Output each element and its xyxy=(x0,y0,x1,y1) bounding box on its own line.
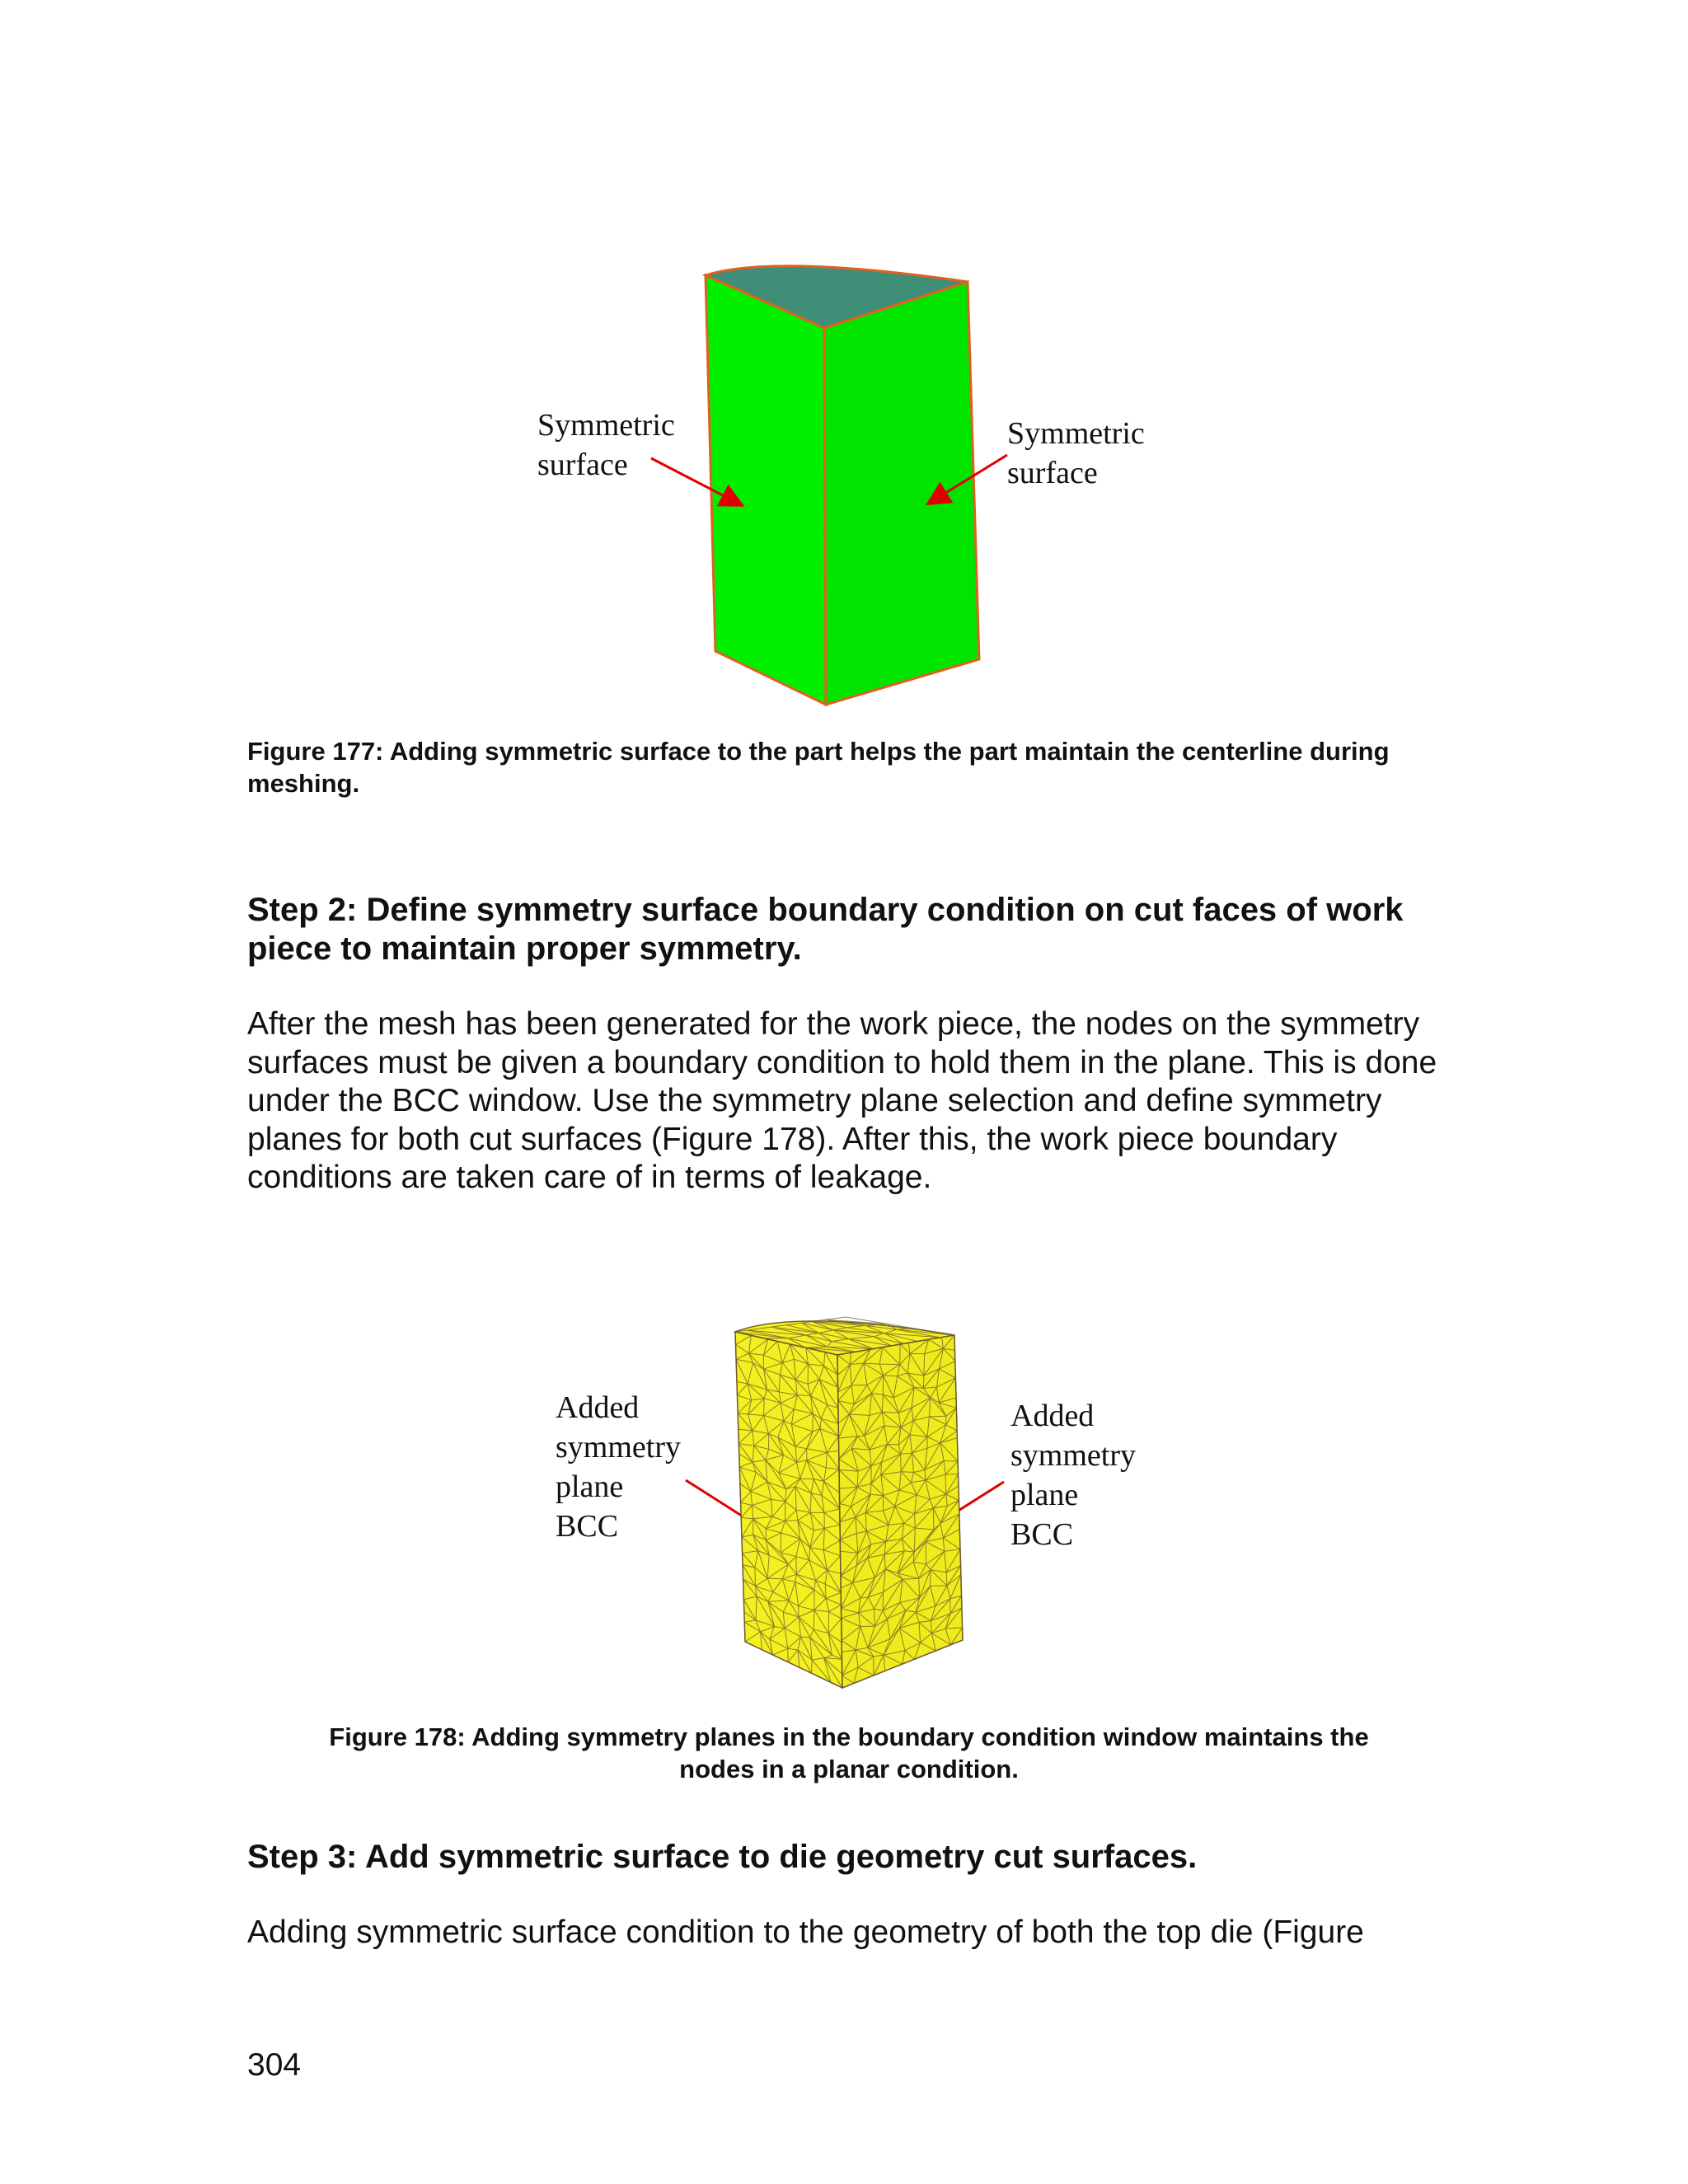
mesh-edge xyxy=(915,1514,916,1528)
mesh-edge xyxy=(958,1461,959,1474)
yellow-meshed-model xyxy=(730,1302,969,1690)
mesh-edge xyxy=(739,1467,740,1483)
mesh-edge xyxy=(801,1637,810,1638)
mesh-edge xyxy=(740,1483,741,1502)
mesh-edge xyxy=(956,1408,957,1431)
mesh-edge xyxy=(933,1508,934,1530)
mesh-edge xyxy=(961,1575,962,1596)
mesh-edge xyxy=(737,1382,738,1395)
mesh-edge xyxy=(962,1608,963,1628)
mesh-edge xyxy=(888,1444,899,1445)
mesh-edge xyxy=(930,1416,946,1417)
figure-178-caption-line2: nodes in a planar condition. xyxy=(679,1755,1019,1783)
mesh-edge xyxy=(879,1364,899,1365)
mesh-edge xyxy=(954,1335,955,1350)
mesh-edge xyxy=(796,1557,797,1575)
mesh-edge xyxy=(741,1502,742,1517)
mesh-edge xyxy=(741,1517,742,1537)
mesh-edge xyxy=(944,1461,958,1462)
mesh-edge xyxy=(736,1344,737,1359)
mesh-edge xyxy=(755,1568,756,1586)
figure-178-image xyxy=(730,1302,969,1690)
figure-177-caption: Figure 177: Adding symmetric surface to the part helps the part maintain the centerline during meshing. xyxy=(247,737,1390,798)
figure-178-label-left: Added symmetry plane BCC xyxy=(556,1390,681,1544)
figure-177-label-left: Symmetric surface xyxy=(537,408,675,482)
mesh-edge xyxy=(945,1474,946,1494)
mesh-edge xyxy=(764,1399,765,1416)
mesh-edge xyxy=(874,1609,875,1626)
mesh-edge xyxy=(826,1317,846,1319)
step-2-heading: Step 2: Define symmetry surface boundary condition on cut faces of work piece to maintain proper symmetry. xyxy=(247,892,1404,967)
mesh-edge xyxy=(901,1472,913,1473)
mesh-edge xyxy=(742,1537,743,1554)
mesh-edge xyxy=(957,1438,958,1462)
part-left-face xyxy=(706,275,826,705)
mesh-edge xyxy=(955,1361,956,1379)
mesh-edge xyxy=(959,1514,960,1530)
page-number: 304 xyxy=(247,2047,302,2083)
part-right-face xyxy=(824,282,979,705)
figure-178-label-right: Added symmetry plane BCC xyxy=(1010,1399,1136,1552)
mesh-edge xyxy=(735,1332,736,1344)
mesh-edge xyxy=(960,1549,961,1566)
mesh-edge xyxy=(738,1429,739,1444)
mesh-edge xyxy=(959,1530,960,1549)
figure-177-label-right: Symmetric surface xyxy=(1007,416,1145,490)
mesh-right-face xyxy=(837,1335,963,1688)
step-3-body: Adding symmetric surface condition to the geometry of both the top die (Figure xyxy=(247,1915,1364,1950)
mesh-edge xyxy=(841,1551,842,1576)
green-part-model xyxy=(701,247,981,717)
mesh-edge xyxy=(797,1395,810,1396)
step-3-heading: Step 3: Add symmetric surface to die geometry cut surfaces. xyxy=(247,1839,1198,1875)
figure-177-image xyxy=(701,247,981,717)
mesh-edge xyxy=(812,1660,813,1673)
mesh-edge xyxy=(955,1378,956,1398)
step-2-body: After the mesh has been generated for the work piece, the nodes on the symmetry surfaces must be given a boundary condition to hold them in the plane. This is done under the BCC window. Use the symmetry plane selection and define symmetry planes for both cut surfaces (Figure 178). After this, the work piece boundary conditions are taken care of in terms of leakage. xyxy=(247,1006,1437,1195)
figure-178-caption-line1: Figure 178: Adding symmetry planes in the boundary condition window maintains the xyxy=(329,1722,1369,1751)
mesh-edge xyxy=(923,1376,924,1388)
mesh-edge xyxy=(739,1454,740,1467)
